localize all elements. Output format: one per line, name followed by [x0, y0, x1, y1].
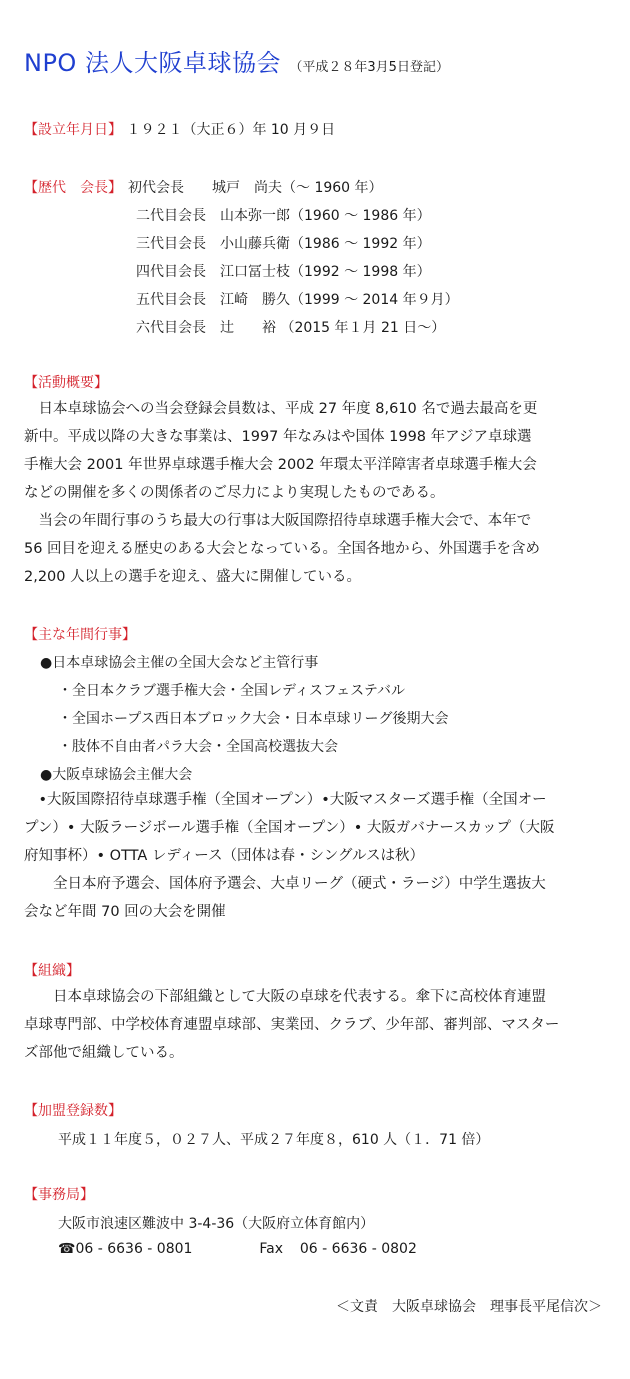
organization-line: ズ部他で組織している。: [24, 1045, 184, 1061]
events-osaka-heading: ●大阪卓球協会主催大会: [40, 767, 193, 783]
organization-line: 日本卓球協会の下部組織として大阪の卓球を代表する。傘下に高校体育連盟: [24, 989, 546, 1005]
phone-icon: ☎: [58, 1241, 76, 1257]
activity-line: 手権大会 2001 年世界卓球選手権大会 2002 年環太平洋障害者卓球選手権大会: [24, 457, 537, 473]
president-item: 二代目会長 山本弥一郎（1960 ～ 1986 年）: [136, 208, 431, 224]
president-item: 五代目会長 江崎 勝久（1999 ～ 2014 年９月）: [136, 292, 459, 308]
events-national-heading: ●日本卓球協会主催の全国大会など主管行事: [40, 655, 319, 671]
president-item: 初代会長 城戸 尚夫（～ 1960 年）: [128, 180, 383, 196]
organization-body: [24, 983, 559, 1067]
footer-signature: ＜文責 大阪卓球協会 理事長平尾信次＞: [336, 1299, 602, 1315]
office-label: 【事務局】: [24, 1187, 94, 1203]
activity-line: 日本卓球協会への当会登録会員数は、平成 27 年度 8,610 名で過去最高を更: [24, 401, 538, 417]
president-item: 三代目会長 小山藤兵衛（1986 ～ 1992 年）: [136, 236, 431, 252]
office-fax-label: Fax: [259, 1241, 283, 1257]
organization-label: 【組織】: [24, 963, 80, 979]
title-main: NPO 法人大阪卓球協会: [24, 49, 281, 77]
founding-label: 【設立年月日】: [24, 122, 122, 138]
activity-line: 2,200 人以上の選手を迎え、盛大に開催している。: [24, 569, 361, 585]
events-osaka-line: •大阪国際招待卓球選手権（全国オープン）•大阪マスターズ選手権（全国オー: [24, 792, 547, 808]
activity-label: 【活動概要】: [24, 375, 108, 391]
president-item: 六代目会長 辻 裕 （2015 年１月 21 日～）: [136, 320, 446, 336]
events-osaka-line: 府知事杯）• OTTA レディース（団体は春・シングルスは秋）: [24, 848, 425, 864]
events-osaka-line: 会など年間 70 回の大会を開催: [24, 904, 226, 920]
activity-line: などの開催を多くの関係者のご尽力により実現したものである。: [24, 485, 445, 501]
presidents-label: 【歴代 会長】: [24, 180, 122, 196]
activity-line: 当会の年間行事のうち最大の行事は大阪国際招待卓球選手権大会で、本年で: [24, 513, 532, 529]
events-national-item: ・全日本クラブ選手権大会・全国レディスフェステバル: [58, 683, 406, 699]
events-label: 【主な年間行事】: [24, 627, 136, 643]
events-national-item: ・全国ホープス西日本ブロック大会・日本卓球リーグ後期大会: [58, 711, 449, 727]
activity-line: 56 回目を迎える歴史のある大会となっている。全国各地から、外国選手を含め: [24, 541, 541, 557]
founding-value: １９２１（大正６）年 10 月９日: [126, 122, 336, 138]
founding-section: [24, 119, 335, 139]
events-osaka-body: [24, 786, 555, 926]
events-osaka-line: プン）• 大阪ラージボール選手権（全国オープン）• 大阪ガバナースカップ（大阪: [24, 820, 555, 836]
membership-value: 平成１１年度５，０２７人、平成２７年度８，610 人（１．71 倍）: [58, 1132, 490, 1148]
office-fax: 06 - 6636 - 0802: [299, 1241, 417, 1257]
organization-line: 卓球専門部、中学校体育連盟卓球部、実業団、クラブ、少年部、審判部、マスター: [24, 1017, 560, 1033]
title-registration-date: （平成２８年3月5日登記）: [289, 60, 449, 75]
membership-label: 【加盟登録数】: [24, 1103, 122, 1119]
activity-body: [24, 395, 540, 591]
office-address: 大阪市浪速区難波中 3-4-36（大阪府立体育館内）: [58, 1216, 375, 1232]
page-title: [24, 43, 449, 78]
office-phone: 06 - 6636 - 0801: [75, 1241, 193, 1257]
activity-line: 新中。平成以降の大きな事業は、1997 年なみはや国体 1998 年アジア卓球選: [24, 429, 532, 445]
events-osaka-line: 全日本府予選会、国体府予選会、大卓リーグ（硬式・ラージ）中学生選抜大: [24, 876, 546, 892]
office-contact: [58, 1241, 417, 1257]
president-item: 四代目会長 江口冨士枝（1992 ～ 1998 年）: [136, 264, 431, 280]
events-national-item: ・肢体不自由者パラ大会・全国高校選抜大会: [58, 739, 338, 755]
